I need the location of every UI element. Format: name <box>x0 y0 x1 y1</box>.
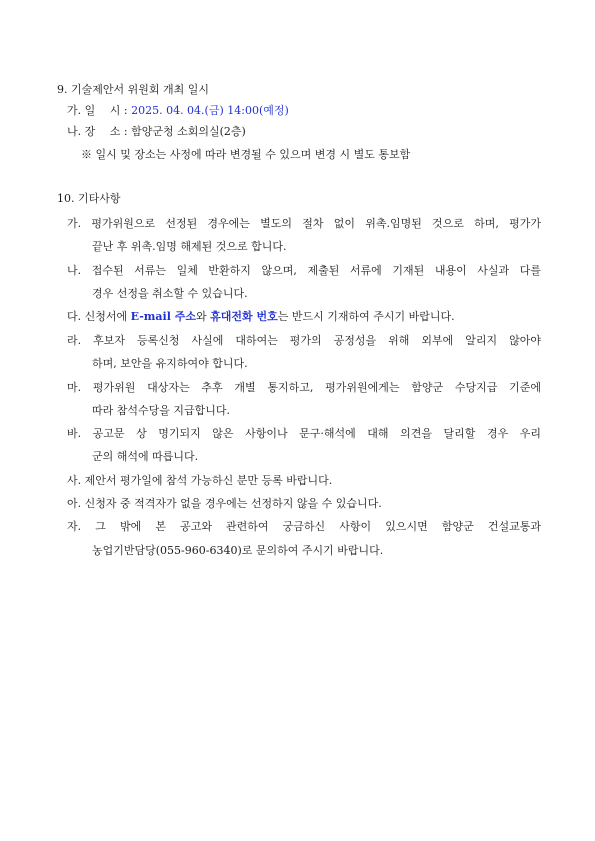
item-ba-line-1: 바. 공고문 상 명기되지 않은 사항이나 문구·해석에 대해 의견을 달리할 경우 우리 <box>67 427 541 440</box>
section-9-item-na: 나. 장 소 : 함양군청 소회의실(2층) <box>67 125 246 138</box>
item-ga-label: 가. 일 시 : <box>67 104 132 117</box>
item-na-line-2: 경우 선정을 취소할 수 있습니다. <box>92 287 248 300</box>
item-ma-line-1: 마. 평가위원 대상자는 추후 개별 통지하고, 평가위원에게는 함양군 수당지급 기준에 <box>67 381 541 394</box>
item-ba-line-2: 군의 해석에 따릅니다. <box>92 450 199 463</box>
section-10-heading: 10. 기타사항 <box>57 192 121 205</box>
email-highlight: E-mail 주소 <box>130 310 196 323</box>
item-na-line-1: 나. 접수된 서류는 일체 반환하지 않으며, 제출된 서류에 기재된 내용이 사실과 다를 <box>67 264 541 277</box>
item-ja-line-1: 자. 그 밖에 본 공고와 관련하여 궁금하신 사항이 있으시면 함양군 건설교통과 <box>67 520 541 533</box>
item-ra-line-2: 하며, 보안을 유지하여야 합니다. <box>92 357 248 370</box>
section-9-item-ga <box>67 104 289 118</box>
phone-highlight: 휴대전화 번호 <box>210 310 278 323</box>
section-9-heading: 9. 기술제안서 위원회 개최 일시 <box>57 83 209 96</box>
item-sa: 사. 제안서 평가일에 참석 가능하신 분만 등록 바랍니다. <box>67 474 333 487</box>
section-9-note: ※ 일시 및 장소는 사정에 따라 변경될 수 있으며 변경 시 별도 통보함 <box>81 148 411 161</box>
item-da-text-1: 다. 신청서에 <box>67 310 131 323</box>
item-ga-line-2: 끝난 후 위촉.임명 해제된 것으로 합니다. <box>92 240 287 253</box>
item-ma-line-2: 따라 참석수당을 지급합니다. <box>92 404 231 417</box>
item-da <box>67 310 455 324</box>
item-ja-line-2: 농업기반담당(055-960-6340)로 문의하여 주시기 바랍니다. <box>92 544 384 557</box>
item-da-text-3: 는 반드시 기재하여 주시기 바랍니다. <box>277 310 455 323</box>
item-ga-line-1: 가. 평가위원으로 선정된 경우에는 별도의 절차 없이 위촉.임명된 것으로 하며, 평가가 <box>67 217 541 230</box>
item-da-text-2: 와 <box>195 310 211 323</box>
meeting-datetime: 2025. 04. 04.(금) 14:00(예정) <box>131 104 289 117</box>
item-ra-line-1: 라. 후보자 등록신청 사실에 대하여는 평가의 공정성을 위해 외부에 알리지 않아야 <box>67 334 541 347</box>
item-a: 아. 신청자 중 적격자가 없을 경우에는 선정하지 않을 수 있습니다. <box>67 497 382 510</box>
